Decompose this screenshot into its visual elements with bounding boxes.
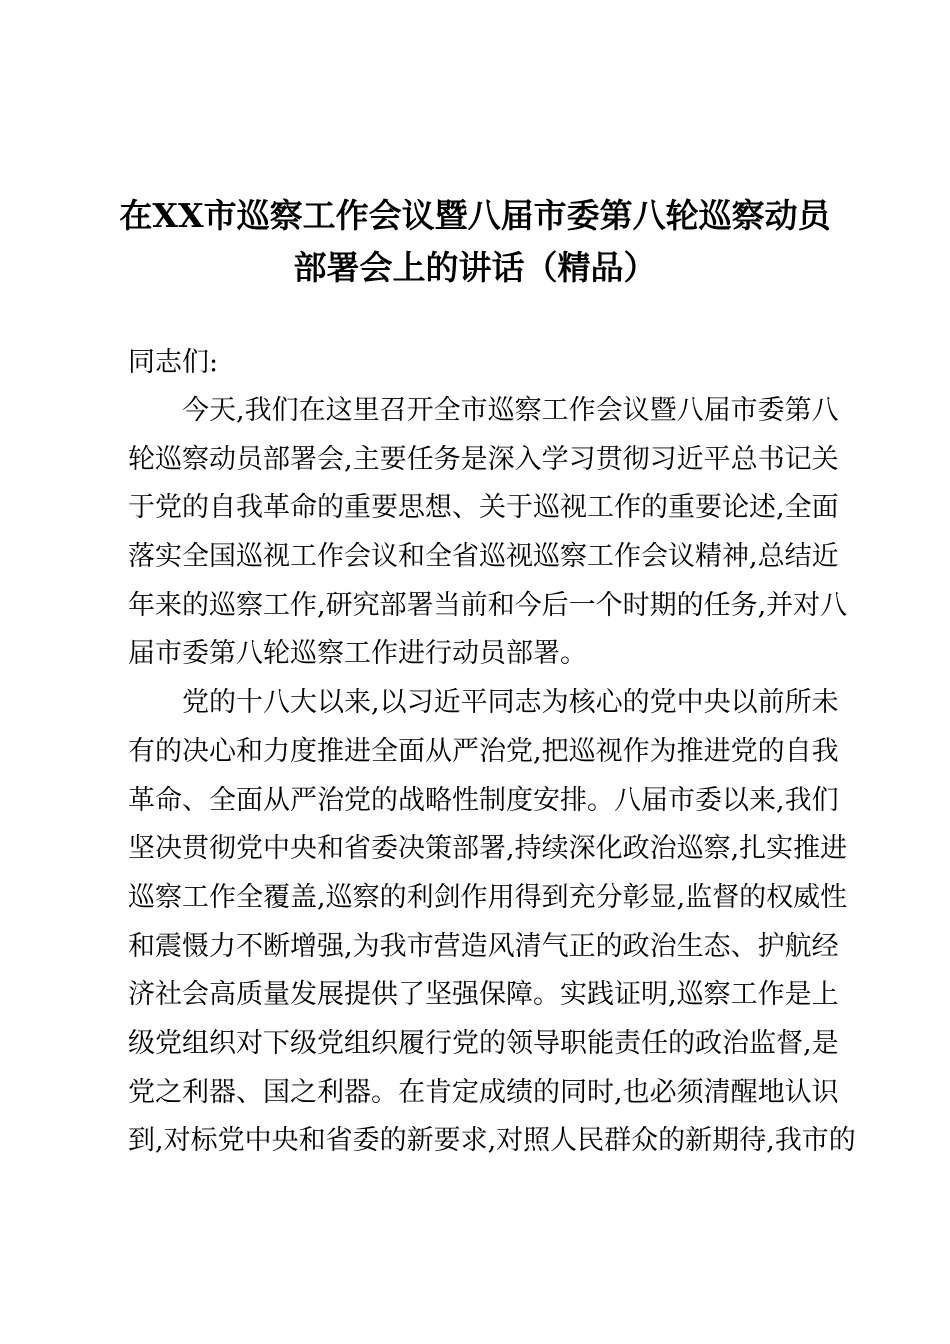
paragraph (128, 389, 848, 681)
paragraph-line: 和震慑力不断增强,为我市营造风清气正的政治生态、护航经 (128, 930, 839, 962)
document-body (128, 389, 856, 1168)
paragraph-line: 到,对标党中央和省委的新要求,对照人民群众的新期待,我市的 (128, 1125, 856, 1157)
paragraph-line: 于党的自我革命的重要思想、关于巡视工作的重要论述,全面 (128, 492, 839, 524)
paragraph-line: 届市委第八轮巡察工作进行动员部署。 (128, 638, 587, 670)
paragraph (128, 681, 856, 1168)
paragraph-line: 今天,我们在这里召开全市巡察工作会议暨八届市委第八 (182, 395, 839, 426)
paragraph-line: 坚决贯彻党中央和省委决策部署,持续深化政治巡察,扎实推进 (128, 833, 848, 865)
paragraph-line: 落实全国巡视工作会议和全省巡视巡察工作会议精神,总结近 (128, 541, 839, 573)
document-title-line-1: 在XX市巡察工作会议暨八届市委第八轮巡察动员 (119, 196, 831, 235)
paragraph-line: 党的十八大以来,以习近平同志为核心的党中央以前所未 (182, 687, 839, 719)
paragraph-line: 年来的巡察工作,研究部署当前和今后一个时期的任务,并对八 (128, 589, 848, 621)
paragraph-line: 革命、全面从严治党的战略性制度安排。八届市委以来,我们 (128, 784, 839, 816)
paragraph-line: 有的决心和力度推进全面从严治党,把巡视作为推进党的自我 (128, 735, 839, 767)
paragraph-line: 级党组织对下级党组织履行党的领导职能责任的政治监督,是 (128, 1027, 839, 1059)
document-title-line-2: 部署会上的讲话（精品） (293, 248, 657, 287)
paragraph-line: 济社会高质量发展提供了坚强保障。实践证明,巡察工作是上 (128, 979, 839, 1011)
paragraph-line: 党之利器、国之利器。在肯定成绩的同时,也必须清醒地认识 (128, 1076, 839, 1108)
salutation: 同志们: (128, 347, 219, 378)
paragraph-line: 巡察工作全覆盖,巡察的利剑作用得到充分彰显,监督的权威性 (128, 881, 848, 913)
paragraph-line: 轮巡察动员部署会,主要任务是深入学习贯彻习近平总书记关 (128, 443, 839, 475)
